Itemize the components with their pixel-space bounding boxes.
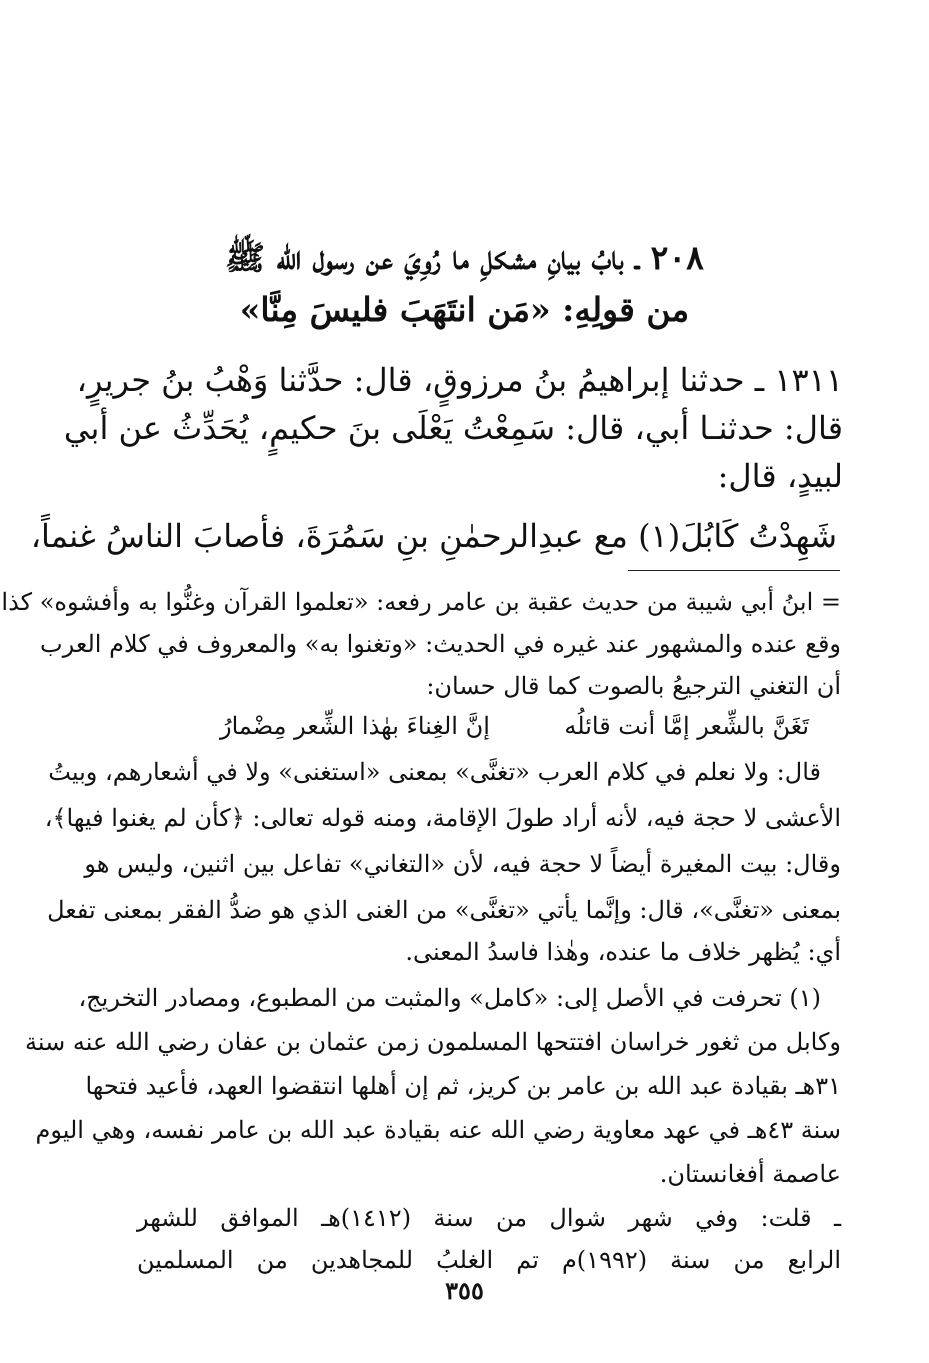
chapter-title-line-2: من قولِهِ: «مَن انتَهَبَ فليسَ مِنَّا» (239, 290, 690, 329)
footnote-1-line: عاصمة أفغانستان. (659, 1160, 841, 1188)
footnote-separator (628, 570, 840, 571)
footnote-1-line: وكابل من ثغور خراسان افتتحها المسلمون زمن عثمان بن عفان رضي الله عنه سنة (25, 1028, 841, 1056)
hadith-text-line: ١٣١١ ـ حدثنا إبراهيمُ بنُ مرزوقٍ، قال: حدَّثنا وَهْبُ بنُ جريرٍ، (76, 361, 843, 399)
footnote-line: = ابنُ أبي شيبة من حديث عقبة بن عامر رفعه: «تعلموا القرآن وغنُّوا به وأفشوه» كذا (1, 588, 841, 616)
footnote-1-line: الرابع من سنة (١٩٩٢)م تم الغلبُ للمجاهدين من المسلمين (137, 1246, 842, 1274)
footnote-line: أي: يُظهر خلاف ما عنده، وهٰذا فاسدُ المعنى. (405, 938, 841, 966)
chapter-title-line-1: ٢٠٨ ـ بابُ بيانِ مشكلِ ما رُوِيَ عن رسول الله ﷺ (225, 238, 704, 277)
verse-hemistich-1: تَغَنَّ بالشِّعر إمَّا أنت قائلُه (564, 712, 809, 740)
footnote-line: الأعشى لا حجة فيه، لأنه أراد طولَ الإقامة، ومنه قوله تعالى: ﴿كأن لم يغنوا فيها﴾، (44, 804, 841, 832)
hadith-text-line: قال: حدثنـا أبي، قال: سَمِعْتُ يَعْلَى بنَ حكيمٍ، يُحَدِّثُ عن أبي (63, 409, 843, 447)
verse-hemistich-2: إنَّ الغِناءَ بهٰذا الشِّعر مِضْمارُ (220, 712, 490, 740)
poetry-verse (200, 708, 809, 744)
footnote-line: وقع عنده والمشهور عند غيره في الحديث: «وتغنوا به» والمعروف في كلام العرب (40, 630, 841, 658)
footnote-1-line: ـ قلت: وفي شهر شوال من سنة (١٤١٢)هـ الموافق للشهر (137, 1204, 841, 1232)
footnote-line: بمعنى «تغنَّى»، قال: وإنَّما يأتي «تغنَّى» من الغنى الذي هو ضدُّ الفقر بمعنى تفعل (47, 896, 841, 924)
hadith-text-line: شَهِدْتُ كَابُلَ(١) مع عبدِالرحمٰنِ بنِ سَمُرَةَ، فأصابَ الناسُ غنماً، (30, 517, 837, 555)
footnote-line: وقال: بيت المغيرة أيضاً لا حجة فيه، لأن «التغاني» تفاعل بين اثنين، وليس هو (84, 850, 841, 878)
page-number: ٣٥٥ (445, 1276, 484, 1305)
footnote-1-line: ٣١هـ بقيادة عبد الله بن عامر بن كريز، ثم إن أهلها انتقضوا العهد، فأعيد فتحها (85, 1072, 841, 1100)
footnote-line: قال: ولا نعلم في كلام العرب «تغنَّى» بمعنى «استغنى» ولا في أشعارهم، وبيتُ (48, 758, 821, 786)
footnote-1-line: سنة ٤٣هـ في عهد معاوية رضي الله عنه بقيادة عبد الله بن عامر نفسه، وهي اليوم (35, 1116, 841, 1144)
hadith-text-line: لبيدٍ، قال: (717, 457, 843, 495)
footnote-1-line: (١) تحرفت في الأصل إلى: «كامل» والمثبت من المطبوع، ومصادر التخريج، (78, 984, 821, 1012)
footnote-line: أن التغني الترجيعُ بالصوت كما قال حسان: (426, 672, 841, 700)
